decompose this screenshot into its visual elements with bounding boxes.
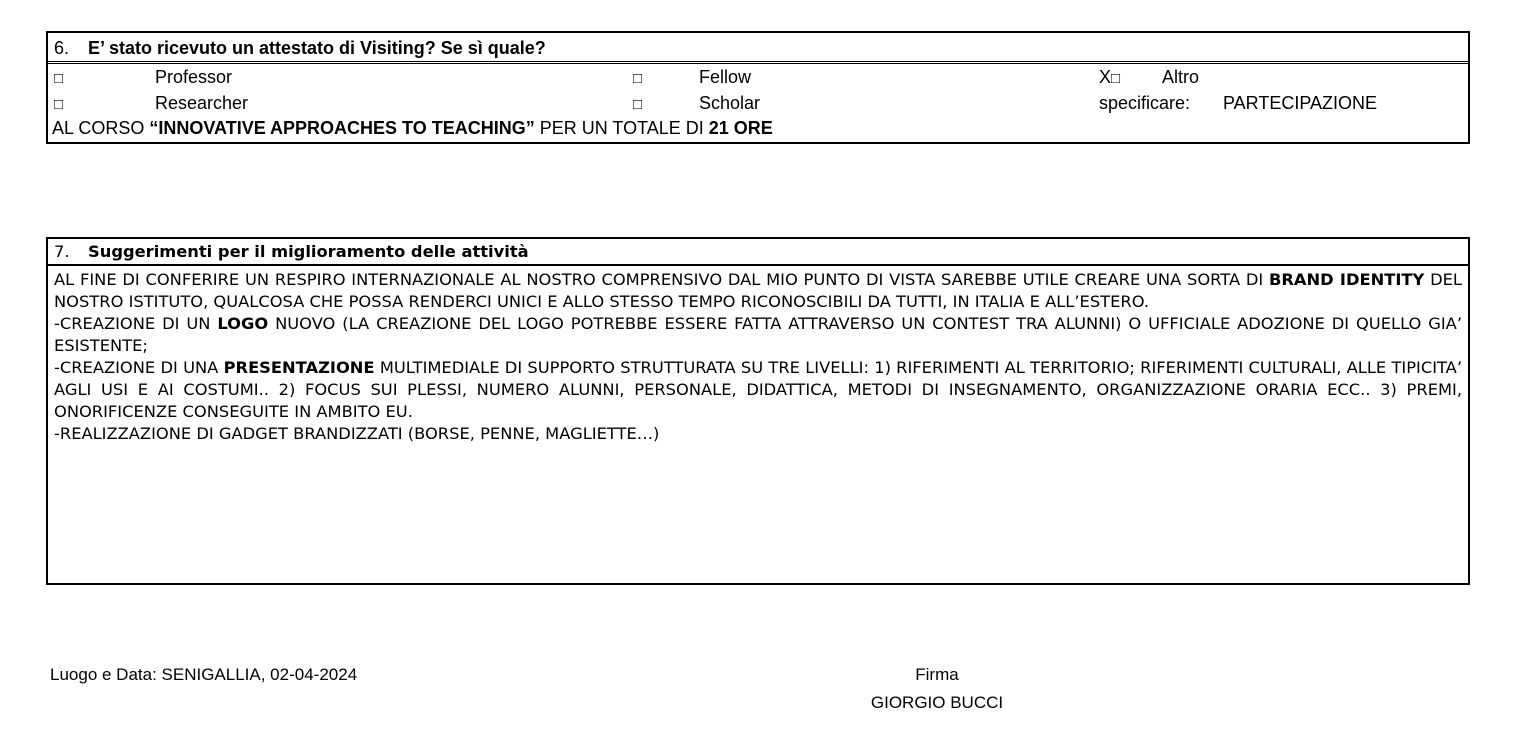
section-suggestions [46,237,1470,585]
specify-label: specificare: [1099,93,1191,113]
section-7-header [48,239,1468,266]
bold-run: BRAND IDENTITY [1268,270,1425,289]
option-scholar[interactable] [633,90,761,118]
option-altro[interactable] [1099,64,1200,92]
checkbox-icon[interactable]: □ [54,70,64,87]
text-run: -CREAZIONE DI UN [54,314,218,333]
option-label: Altro [1162,67,1200,87]
bold-run: LOGO [217,314,269,333]
checkbox-icon[interactable]: □ [633,96,643,113]
checkbox-icon[interactable]: □ [633,70,643,87]
section-visiting-certificate [46,31,1470,144]
section-title: E’ stato ricevuto un attestato di Visiting? Se sì quale? [88,38,546,58]
section-title: Suggerimenti per il miglioramento delle attività [88,242,529,261]
option-label: Professor [155,67,233,87]
text-run: NUOVO (LA CREAZIONE DEL LOGO POTREBBE ESSERE FATTA ATTRAVERSO UN CONTEST TRA ALUNNI) O UFFICIALE ADOZIONE DI QUELLO GIA’ ESISTENTE; [54,314,1462,355]
course-hours: 21 ORE [708,118,773,138]
option-label: Scholar [699,93,761,113]
options-row-2 [48,90,1468,116]
paragraph-presentation [54,357,1462,423]
text-run: -CREAZIONE DI UNA [54,358,224,377]
options-row-1 [48,64,1468,90]
paragraph-gadgets: -REALIZZAZIONE DI GADGET BRANDIZZATI (BORSE, PENNE, MAGLIETTE…) [54,424,660,443]
signature-label: Firma [915,665,959,684]
paragraph-brand-identity [54,269,1462,313]
specify-field [1099,90,1378,116]
course-name: “INNOVATIVE APPROACHES TO TEACHING” [149,118,535,138]
course-middle: PER UN TOTALE DI [534,118,709,138]
specify-value[interactable]: PARTECIPAZIONE [1223,93,1378,113]
option-label: Fellow [699,67,752,87]
suggestions-text [48,266,1468,445]
section-number: 7. [54,242,70,261]
section-6-header [48,33,1468,64]
course-prefix: AL CORSO [52,118,150,138]
text-run: AL FINE DI CONFERIRE UN RESPIRO INTERNAZIONALE AL NOSTRO COMPRENSIVO DAL MIO PUNTO DI VISTA SAREBBE UTILE CREARE UNA SORTA DI [54,270,1269,289]
checkbox-icon[interactable]: □ [54,96,64,113]
option-researcher[interactable] [54,90,249,118]
checkbox-icon[interactable]: □ [1111,70,1121,87]
option-label: Researcher [155,93,249,113]
bold-run: PRESENTAZIONE [223,358,375,377]
section-number: 6. [54,38,70,58]
text-run: DEL NOSTRO ISTITUTO, QUALCOSA CHE POSSA RENDERCI UNICI E ALLO STESSO TEMPO RICONOSCIBILI DA TUTTI, IN ITALIA E ALL’ESTERO. [54,270,1462,311]
option-fellow[interactable] [633,64,752,92]
place-date: Luogo e Data: SENIGALLIA, 02-04-2024 [50,665,358,684]
paragraph-logo [54,313,1462,357]
check-mark-icon: X [1099,67,1112,87]
option-professor[interactable] [54,64,233,92]
text-run: MULTIMEDIALE DI SUPPORTO STRUTTURATA SU TRE LIVELLI: 1) RIFERIMENTI AL TERRITORIO; RIFERIMENTI CULTURALI, ALLE TIPICITA’ AGLI USI E AI COSTUMI.. 2) FOCUS SUI PLESSI, NUMERO ALUNNI, PERSONALE, DIDATTICA, METODI DI INSEGNAMENTO, ORGANIZZAZIONE ORARIA ECC.. 3) PREMI, ONORIFICENZE CONSEGUITE IN AMBITO EU. [54,358,1462,421]
signature-name: GIORGIO BUCCI [870,693,1004,712]
course-line [48,116,1468,142]
